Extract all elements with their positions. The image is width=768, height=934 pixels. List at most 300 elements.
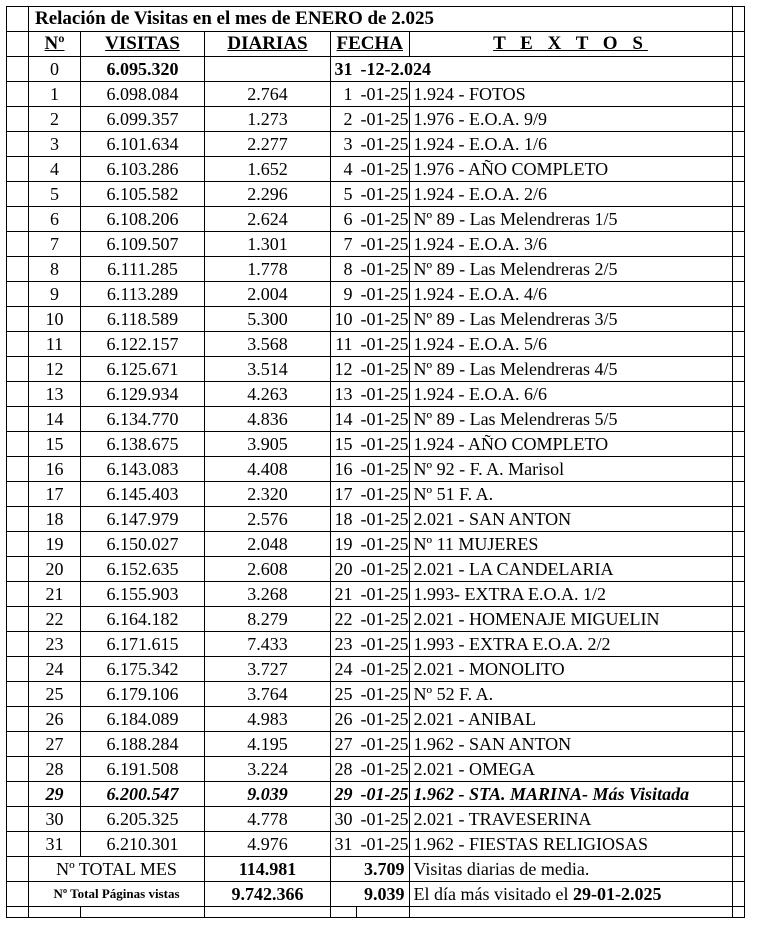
row-fecha-day: 21: [331, 582, 357, 607]
blank-cell: [331, 857, 357, 882]
row-fecha-rest: -01-25: [357, 782, 410, 807]
row-num: 15: [29, 432, 81, 457]
row-visitas: 6.103.286: [81, 157, 205, 182]
header-fecha: FECHA: [331, 32, 410, 57]
margin-cell: [732, 32, 744, 57]
margin-cell: [732, 507, 744, 532]
visits-table: [6, 6, 745, 918]
row-texto: 1.962 - FIESTAS RELIGIOSAS: [409, 832, 732, 857]
row-texto: Nº 89 - Las Melendreras 4/5: [409, 357, 732, 382]
row-visitas: 6.109.507: [81, 232, 205, 257]
visits-table-sheet: [6, 6, 745, 918]
row-visitas: 6.101.634: [81, 132, 205, 157]
row-num: 13: [29, 382, 81, 407]
row-diarias: 1.778: [205, 257, 331, 282]
row-texto: 1.976 - E.O.A. 9/9: [409, 107, 732, 132]
row-texto: 2.021 - TRAVESERINA: [409, 807, 732, 832]
table-row: [7, 282, 745, 307]
margin-cell: [7, 382, 29, 407]
row-diarias: 2.004: [205, 282, 331, 307]
table-row: [7, 307, 745, 332]
row-diarias: 4.836: [205, 407, 331, 432]
row-num: 21: [29, 582, 81, 607]
table-row: [7, 607, 745, 632]
margin-cell: [732, 557, 744, 582]
row-num: 27: [29, 732, 81, 757]
margin-cell: [732, 357, 744, 382]
row-visitas: 6.164.182: [81, 607, 205, 632]
margin-cell: [7, 632, 29, 657]
table-row: [7, 382, 745, 407]
row-visitas: 6.118.589: [81, 307, 205, 332]
row-texto: 1.924 - E.O.A. 6/6: [409, 382, 732, 407]
margin-cell: [732, 882, 744, 907]
row-fecha-rest: -01-25: [357, 257, 410, 282]
row-num: 31: [29, 832, 81, 857]
margin-cell: [7, 782, 29, 807]
row-diarias: 2.048: [205, 532, 331, 557]
table-row: [7, 257, 745, 282]
row-fecha-rest: -01-25: [357, 482, 410, 507]
row-fecha-rest: -01-25: [357, 107, 410, 132]
row-fecha-rest: -01-25: [357, 432, 410, 457]
margin-cell: [732, 432, 744, 457]
row-fecha-rest: -01-25: [357, 157, 410, 182]
row-fecha-rest: -01-25: [357, 607, 410, 632]
row-texto: 2.021 - MONOLITO: [409, 657, 732, 682]
margin-cell: [7, 532, 29, 557]
row-fecha-day: 11: [331, 332, 357, 357]
row-fecha-day: 24: [331, 657, 357, 682]
row-diarias: 2.277: [205, 132, 331, 157]
row-fecha-day: 25: [331, 682, 357, 707]
margin-cell: [732, 857, 744, 882]
row-visitas: 6.171.615: [81, 632, 205, 657]
row-visitas: 6.145.403: [81, 482, 205, 507]
row-fecha-day: 30: [331, 807, 357, 832]
row-fecha-day: 28: [331, 757, 357, 782]
margin-cell: [7, 657, 29, 682]
max-value: 9.039: [357, 882, 410, 907]
row-texto: 2.021 - LA CANDELARIA: [409, 557, 732, 582]
row-fecha-rest: -01-25: [357, 307, 410, 332]
margin-cell: [732, 307, 744, 332]
row-visitas: 6.111.285: [81, 257, 205, 282]
margin-cell: [7, 232, 29, 257]
row-fecha-day: 16: [331, 457, 357, 482]
row-num: 16: [29, 457, 81, 482]
margin-cell: [732, 682, 744, 707]
row-texto: 1.924 - FOTOS: [409, 82, 732, 107]
margin-cell: [7, 107, 29, 132]
row-visitas: 6.175.342: [81, 657, 205, 682]
row-texto: 2.021 - ANIBAL: [409, 707, 732, 732]
row-fecha-day: 7: [331, 232, 357, 257]
row-visitas: 6.099.357: [81, 107, 205, 132]
row-fecha-day: 4: [331, 157, 357, 182]
row-texto: Nº 89 - Las Melendreras 3/5: [409, 307, 732, 332]
row-visitas: 6.134.770: [81, 407, 205, 432]
row-fecha-rest: -01-25: [357, 457, 410, 482]
row-fecha-rest: -01-25: [357, 632, 410, 657]
table-row: [7, 657, 745, 682]
margin-cell: [7, 132, 29, 157]
row-visitas: 6.125.671: [81, 357, 205, 382]
row-diarias: 4.983: [205, 707, 331, 732]
margin-cell: [732, 332, 744, 357]
table-row: [7, 232, 745, 257]
row-fecha-rest: -01-25: [357, 132, 410, 157]
row-num: 9: [29, 282, 81, 307]
table-row: [7, 457, 745, 482]
row-visitas: 6.152.635: [81, 557, 205, 582]
row-diarias: 1.652: [205, 157, 331, 182]
row-diarias: 3.764: [205, 682, 331, 707]
row-texto: Nº 89 - Las Melendreras 5/5: [409, 407, 732, 432]
row-visitas: 6.210.301: [81, 832, 205, 857]
row-fecha-day: 2: [331, 107, 357, 132]
row-diarias: 4.263: [205, 382, 331, 407]
row-num: 6: [29, 207, 81, 232]
row-visitas: 6.098.084: [81, 82, 205, 107]
row-texto: 1.976 - AÑO COMPLETO: [409, 157, 732, 182]
row-fecha-day: 15: [331, 432, 357, 457]
row-visitas: 6.188.284: [81, 732, 205, 757]
margin-cell: [7, 207, 29, 232]
margin-cell: [732, 757, 744, 782]
row-fecha-day: 10: [331, 307, 357, 332]
margin-cell: [732, 257, 744, 282]
margin-cell: [7, 357, 29, 382]
row-fecha-rest: -01-25: [357, 207, 410, 232]
media-text: Visitas diarias de media.: [409, 857, 732, 882]
row-num: 23: [29, 632, 81, 657]
row-visitas: 6.108.206: [81, 207, 205, 232]
margin-cell: [7, 682, 29, 707]
row-texto: Nº 11 MUJERES: [409, 532, 732, 557]
row-fecha-day: 3: [331, 132, 357, 157]
table-row: [7, 132, 745, 157]
row-num: 18: [29, 507, 81, 532]
row-fecha-day: 9: [331, 282, 357, 307]
row-diarias: 2.624: [205, 207, 331, 232]
max-text: [409, 882, 732, 907]
margin-cell: [732, 107, 744, 132]
row-diarias: 3.727: [205, 657, 331, 682]
row-fecha-day: 8: [331, 257, 357, 282]
row-diarias: 8.279: [205, 607, 331, 632]
row-texto: 1.924 - E.O.A. 4/6: [409, 282, 732, 307]
table-row: [7, 682, 745, 707]
margin-cell: [732, 607, 744, 632]
row-diarias: 3.568: [205, 332, 331, 357]
margin-cell: [7, 257, 29, 282]
margin-cell: [732, 132, 744, 157]
table-row: [7, 532, 745, 557]
row-num: 19: [29, 532, 81, 557]
row-texto: 1.924 - E.O.A. 3/6: [409, 232, 732, 257]
row-num: 5: [29, 182, 81, 207]
margin-cell: [7, 732, 29, 757]
margin-cell: [7, 482, 29, 507]
row-visitas: 6.143.083: [81, 457, 205, 482]
page-title: Relación de Visitas en el mes de ENERO de 2.025: [29, 7, 733, 32]
margin-cell: [7, 907, 29, 918]
row-fecha-rest: -01-25: [357, 732, 410, 757]
row-diarias: 2.764: [205, 82, 331, 107]
row-fecha-day: 6: [331, 207, 357, 232]
row-diarias: 9.039: [205, 782, 331, 807]
table-row: [7, 782, 745, 807]
row-texto: Nº 89 - Las Melendreras 2/5: [409, 257, 732, 282]
table-row: [7, 432, 745, 457]
row-fecha-day: 22: [331, 607, 357, 632]
margin-cell: [732, 457, 744, 482]
table-row: [7, 507, 745, 532]
row-diarias: 3.905: [205, 432, 331, 457]
margin-cell: [732, 482, 744, 507]
row-fecha-day: 23: [331, 632, 357, 657]
margin-cell: [7, 57, 29, 82]
row-num: 28: [29, 757, 81, 782]
table-row: [7, 407, 745, 432]
margin-cell: [7, 82, 29, 107]
row-diarias: 1.273: [205, 107, 331, 132]
paginas-value: 9.742.366: [205, 882, 331, 907]
start-visitas: 6.095.320: [81, 57, 205, 82]
row-fecha-rest: -01-25: [357, 382, 410, 407]
header-visitas: VISITAS: [81, 32, 205, 57]
table-row: [7, 582, 745, 607]
row-texto: 1.924 - AÑO COMPLETO: [409, 432, 732, 457]
paginas-label: Nº Total Páginas vistas: [29, 882, 205, 907]
row-diarias: 4.408: [205, 457, 331, 482]
row-num: 11: [29, 332, 81, 357]
margin-cell: [81, 907, 205, 918]
row-num: 4: [29, 157, 81, 182]
margin-cell: [331, 907, 357, 918]
table-row: [7, 632, 745, 657]
margin-cell: [7, 507, 29, 532]
row-diarias: 5.300: [205, 307, 331, 332]
row-texto: Nº 89 - Las Melendreras 1/5: [409, 207, 732, 232]
corner-cell: [7, 7, 29, 32]
row-visitas: 6.138.675: [81, 432, 205, 457]
row-fecha-rest: -01-25: [357, 282, 410, 307]
row-texto: Nº 51 F. A.: [409, 482, 732, 507]
row-texto: 1.993 - EXTRA E.O.A. 2/2: [409, 632, 732, 657]
total-mes-value: 114.981: [205, 857, 331, 882]
row-diarias: 2.296: [205, 182, 331, 207]
row-num: 3: [29, 132, 81, 157]
row-fecha-day: 18: [331, 507, 357, 532]
row-texto: 1.924 - E.O.A. 1/6: [409, 132, 732, 157]
margin-cell: [732, 907, 744, 918]
margin-cell: [732, 732, 744, 757]
row-num: 17: [29, 482, 81, 507]
row-texto: 2.021 - SAN ANTON: [409, 507, 732, 532]
table-row: [7, 157, 745, 182]
row-num: 12: [29, 357, 81, 382]
row-fecha-day: 31: [331, 832, 357, 857]
margin-cell: [732, 832, 744, 857]
row-texto: Nº 52 F. A.: [409, 682, 732, 707]
table-row: [7, 807, 745, 832]
row-fecha-rest: -01-25: [357, 657, 410, 682]
row-visitas: 6.179.106: [81, 682, 205, 707]
header-textos: T E X T O S: [409, 32, 732, 57]
row-diarias: 3.224: [205, 757, 331, 782]
margin-cell: [732, 532, 744, 557]
margin-cell: [732, 232, 744, 257]
row-fecha-day: 19: [331, 532, 357, 557]
margin-cell: [7, 282, 29, 307]
row-num: 29: [29, 782, 81, 807]
header-num: Nº: [29, 32, 81, 57]
row-fecha-rest: -01-25: [357, 407, 410, 432]
row-num: 22: [29, 607, 81, 632]
margin-cell: [29, 907, 81, 918]
table-row: [7, 82, 745, 107]
max-text-prefix: El día más visitado el: [413, 884, 573, 904]
margin-cell: [7, 432, 29, 457]
margin-cell: [7, 607, 29, 632]
margin-cell: [357, 907, 410, 918]
margin-cell: [732, 407, 744, 432]
row-visitas: 6.200.547: [81, 782, 205, 807]
row-diarias: 2.320: [205, 482, 331, 507]
row-diarias: 4.195: [205, 732, 331, 757]
row-diarias: 2.576: [205, 507, 331, 532]
margin-cell: [7, 307, 29, 332]
row-visitas: 6.122.157: [81, 332, 205, 357]
row-fecha-rest: -01-25: [357, 82, 410, 107]
start-diarias: [205, 57, 331, 82]
row-num: 1: [29, 82, 81, 107]
row-fecha-rest: -01-25: [357, 832, 410, 857]
row-num: 24: [29, 657, 81, 682]
margin-cell: [7, 557, 29, 582]
margin-cell: [205, 907, 331, 918]
margin-cell: [732, 82, 744, 107]
row-fecha-day: 20: [331, 557, 357, 582]
row-visitas: 6.113.289: [81, 282, 205, 307]
margin-cell: [409, 907, 732, 918]
row-visitas: 6.147.979: [81, 507, 205, 532]
table-row: [7, 482, 745, 507]
row-fecha-day: 5: [331, 182, 357, 207]
row-num: 30: [29, 807, 81, 832]
row-visitas: 6.191.508: [81, 757, 205, 782]
row-texto: 2.021 - OMEGA: [409, 757, 732, 782]
row-fecha-day: 29: [331, 782, 357, 807]
margin-cell: [7, 807, 29, 832]
margin-cell: [7, 407, 29, 432]
table-row: [7, 357, 745, 382]
row-fecha-day: 14: [331, 407, 357, 432]
margin-cell: [7, 707, 29, 732]
row-num: 7: [29, 232, 81, 257]
table-row: [7, 107, 745, 132]
margin-cell: [732, 282, 744, 307]
row-diarias: 7.433: [205, 632, 331, 657]
margin-cell: [7, 857, 29, 882]
margin-cell: [732, 382, 744, 407]
row-texto: 1.924 - E.O.A. 5/6: [409, 332, 732, 357]
row-texto: 1.993- EXTRA E.O.A. 1/2: [409, 582, 732, 607]
blank-cell: [331, 882, 357, 907]
margin-cell: [7, 32, 29, 57]
margin-cell: [732, 157, 744, 182]
row-visitas: 6.155.903: [81, 582, 205, 607]
margin-cell: [732, 782, 744, 807]
margin-cell: [732, 707, 744, 732]
row-fecha-day: 26: [331, 707, 357, 732]
row-fecha-rest: -01-25: [357, 707, 410, 732]
row-fecha-rest: -01-25: [357, 557, 410, 582]
row-visitas: 6.129.934: [81, 382, 205, 407]
row-fecha-rest: -01-25: [357, 507, 410, 532]
row-num: 26: [29, 707, 81, 732]
row-num: 25: [29, 682, 81, 707]
row-fecha-rest: -01-25: [357, 357, 410, 382]
row-diarias: 3.514: [205, 357, 331, 382]
media-value: 3.709: [357, 857, 410, 882]
row-visitas: 6.184.089: [81, 707, 205, 732]
margin-cell: [7, 832, 29, 857]
row-num: 8: [29, 257, 81, 282]
start-fecha-day: 31: [331, 57, 357, 82]
margin-cell: [732, 7, 744, 32]
row-fecha-rest: -01-25: [357, 532, 410, 557]
table-row: [7, 732, 745, 757]
row-fecha-rest: -01-25: [357, 682, 410, 707]
margin-cell: [732, 57, 744, 82]
header-diarias: DIARIAS: [205, 32, 331, 57]
table-row: [7, 332, 745, 357]
margin-cell: [7, 582, 29, 607]
table-row: [7, 557, 745, 582]
row-fecha-rest: -01-25: [357, 807, 410, 832]
row-fecha-day: 1: [331, 82, 357, 107]
row-visitas: 6.205.325: [81, 807, 205, 832]
row-visitas: 6.150.027: [81, 532, 205, 557]
margin-cell: [7, 157, 29, 182]
row-fecha-day: 13: [331, 382, 357, 407]
row-fecha-rest: -01-25: [357, 332, 410, 357]
row-visitas: 6.105.582: [81, 182, 205, 207]
table-row: [7, 207, 745, 232]
margin-cell: [7, 182, 29, 207]
row-fecha-day: 12: [331, 357, 357, 382]
table-row: [7, 707, 745, 732]
row-texto: 1.924 - E.O.A. 2/6: [409, 182, 732, 207]
margin-cell: [7, 757, 29, 782]
margin-cell: [732, 807, 744, 832]
table-row: [7, 182, 745, 207]
row-texto: 1.962 - STA. MARINA- Más Visitada: [409, 782, 732, 807]
max-text-date: 29-01-2.025: [572, 884, 662, 904]
row-diarias: 2.608: [205, 557, 331, 582]
row-num: 2: [29, 107, 81, 132]
row-fecha-rest: -01-25: [357, 232, 410, 257]
start-fecha-rest: -12-2.024: [357, 57, 733, 82]
row-num: 20: [29, 557, 81, 582]
row-fecha-rest: -01-25: [357, 582, 410, 607]
margin-cell: [7, 332, 29, 357]
margin-cell: [732, 182, 744, 207]
row-texto: 1.962 - SAN ANTON: [409, 732, 732, 757]
